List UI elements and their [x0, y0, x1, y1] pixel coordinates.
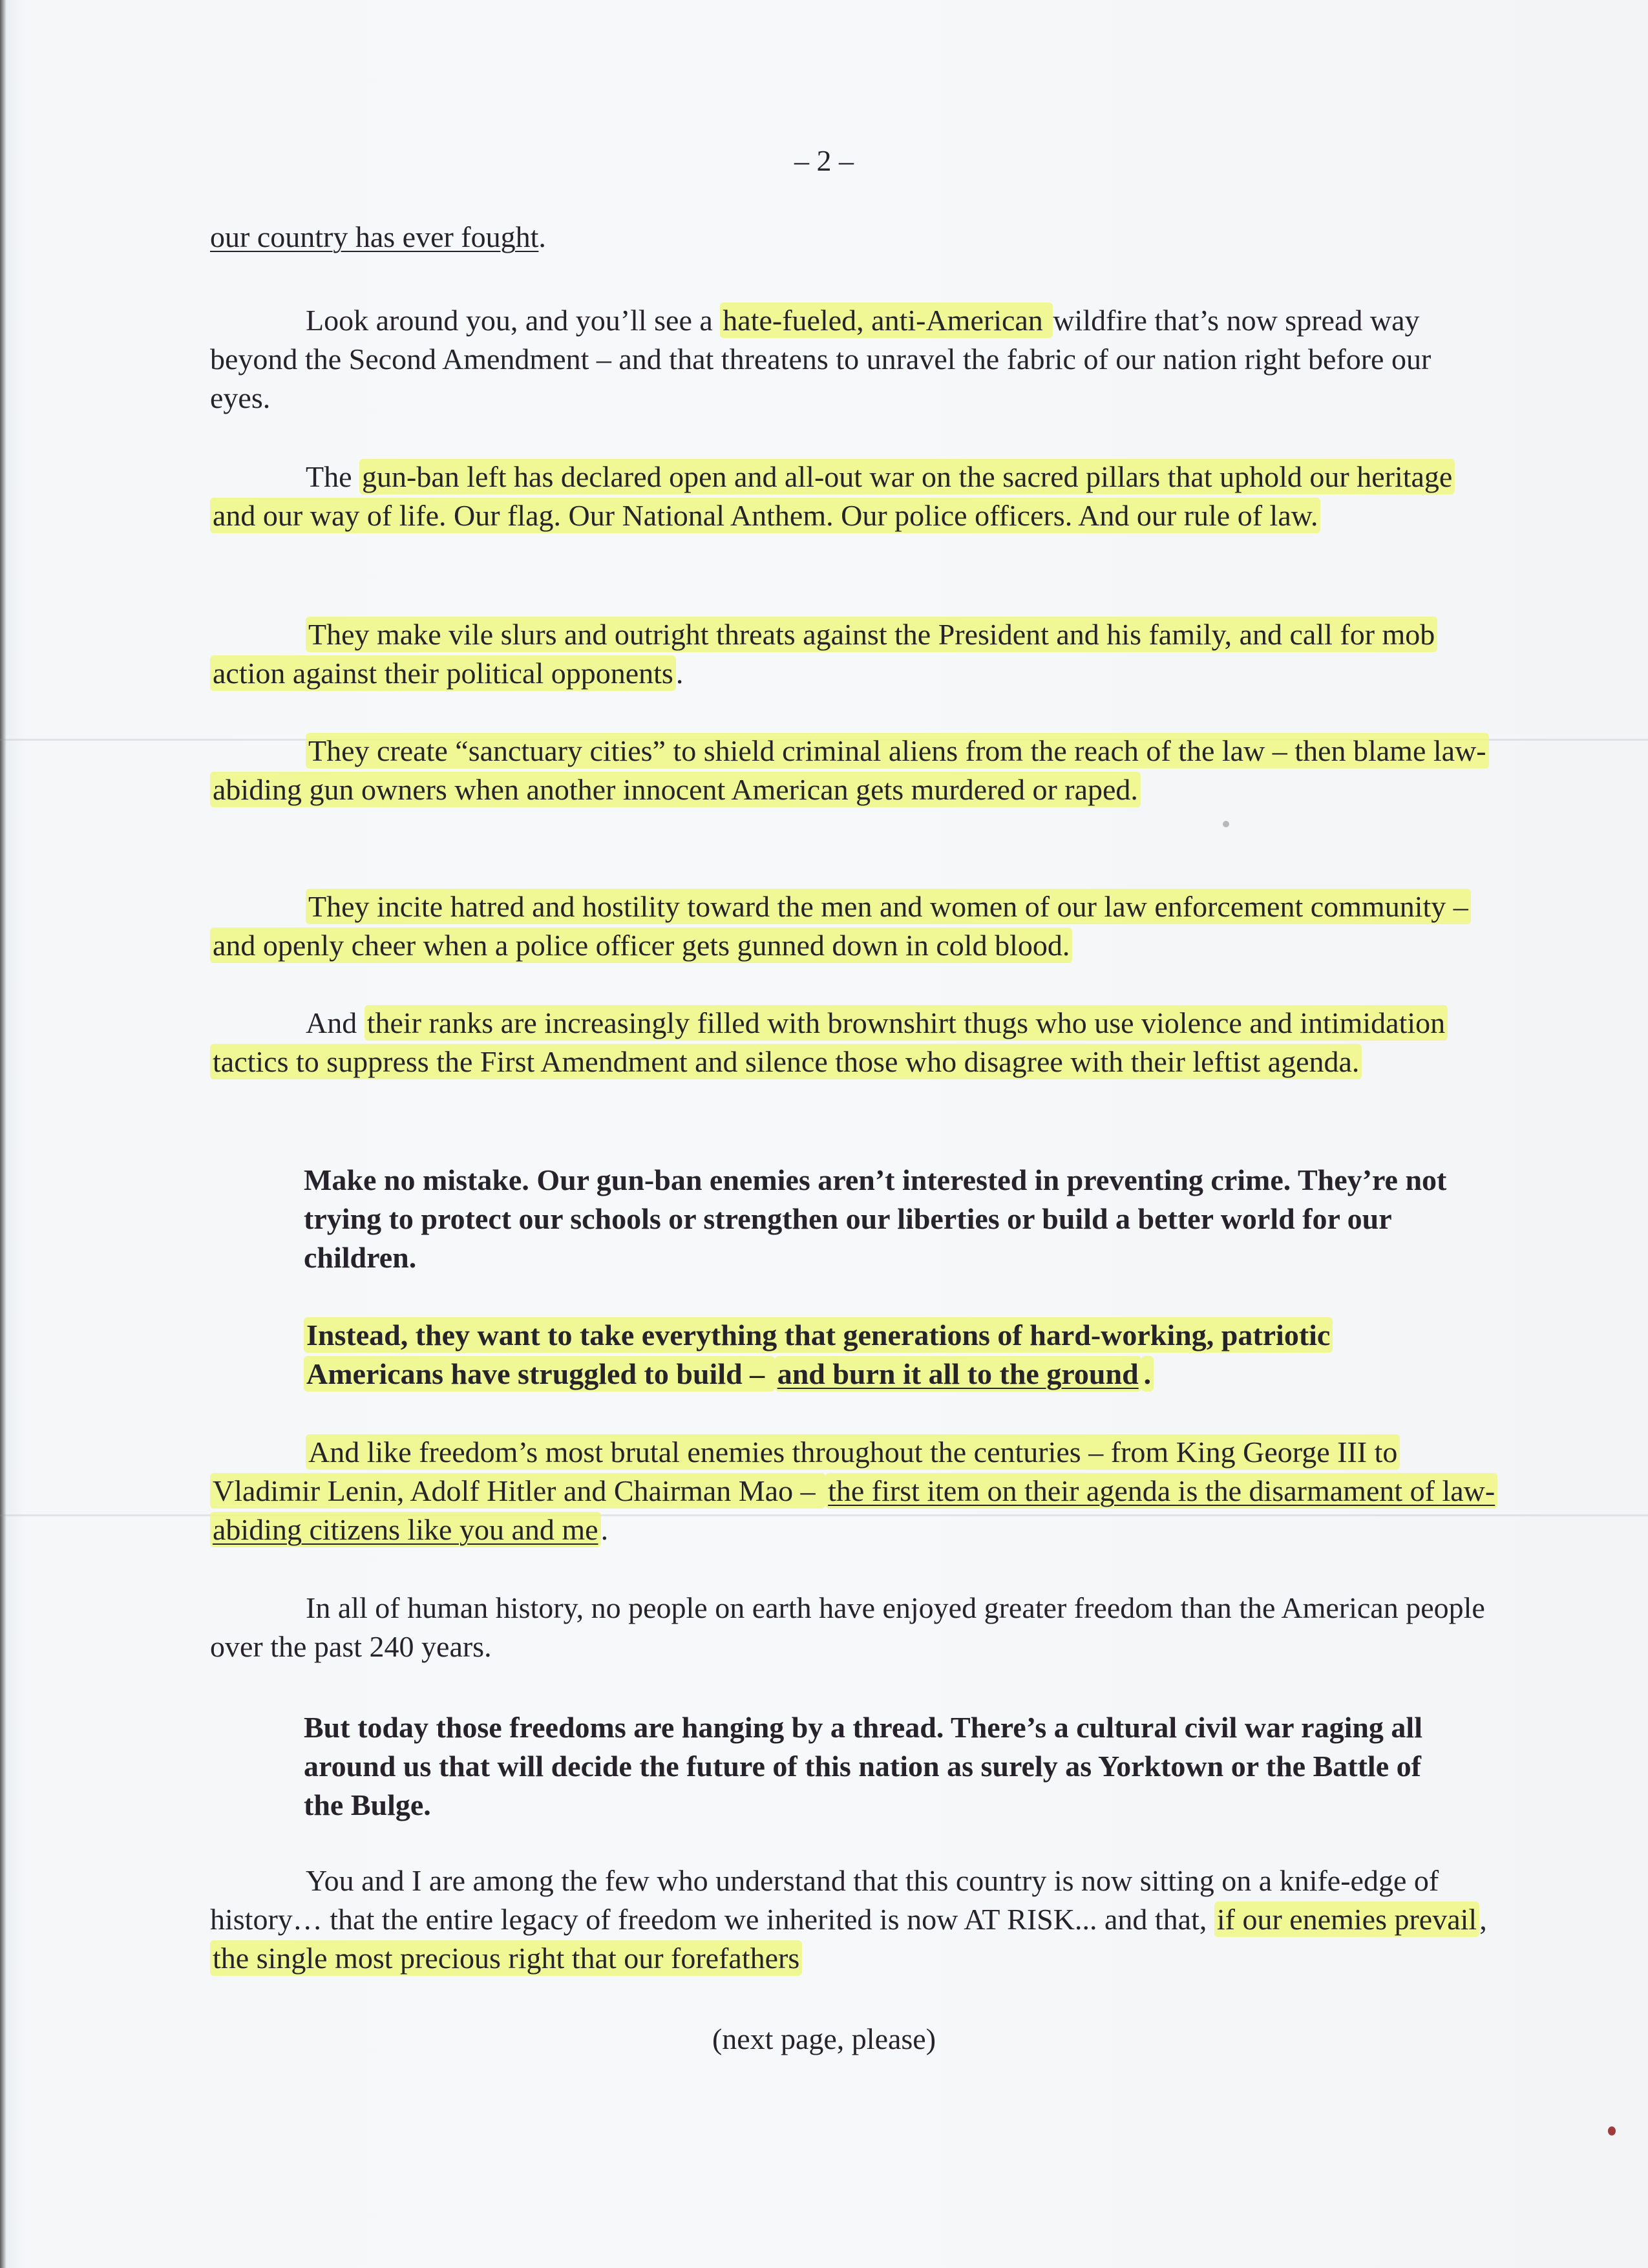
text-run: In all of human history, no people on earth have enjoyed greater freedom than the American people over the past 240 years. — [210, 1591, 1485, 1663]
highlighted-text: . — [1141, 1356, 1154, 1392]
paragraph-6 — [210, 1004, 1496, 1081]
highlighted-underlined-text: the first item on their agenda is the disarmament of law-abiding citizens like you and me — [210, 1473, 1497, 1547]
page-number: – 2 – — [794, 144, 854, 177]
text-run: . — [538, 220, 546, 253]
highlighted-text: hate-fueled, anti-American — [720, 302, 1053, 338]
text-run: , — [1479, 1903, 1487, 1936]
ink-speck — [1223, 821, 1229, 827]
paragraph-1 — [210, 301, 1496, 418]
text-run: But today those freedoms are hanging by a thread. There’s a cultural civil war raging all around us that will decide the future of this nation as surely as Yorktown or the Battle of the Bulge. — [304, 1711, 1422, 1821]
text-run: And — [306, 1006, 364, 1039]
text-run: Look around you, and you’ll see a — [306, 304, 721, 337]
paragraph-5 — [210, 887, 1496, 965]
paragraph-9 — [210, 1433, 1496, 1549]
paragraph-0 — [210, 218, 1496, 257]
paragraph-10 — [210, 1589, 1496, 1666]
highlighted-text: Instead, they want to take everything that generations of hard-working, patriotic Americans have struggled to build – — [304, 1317, 1333, 1392]
highlighted-text: the single most precious right that our forefathers — [210, 1940, 802, 1976]
ink-speck — [1608, 2126, 1616, 2136]
paragraph-3 — [210, 615, 1496, 693]
highlighted-underlined-text: and burn it all to the ground — [775, 1356, 1141, 1392]
paragraph-12 — [210, 1861, 1496, 1978]
highlighted-text: their ranks are increasingly filled with brownshirt thugs who use violence and intimidation tactics to suppress the First Amendment and silence those who disagree with their leftist agenda. — [210, 1005, 1448, 1079]
highlighted-text: They make vile slurs and outright threats against the President and his family, and call for mob action against their political opponents — [210, 617, 1437, 691]
text-run: Make no mistake. Our gun-ban enemies aren’t interested in preventing crime. They’re not trying to protect our schools or strengthen our liberties or build a better world for our children. — [304, 1163, 1447, 1274]
text-run: . — [675, 657, 684, 690]
paragraph-11-bold — [304, 1708, 1467, 1825]
paragraph-8-bold — [304, 1316, 1467, 1394]
highlighted-text: gun-ban left has declared open and all-out war on the sacred pillars that uphold our heritage and our way of life. Our flag. Our National Anthem. Our police officers. And our rule of law. — [210, 459, 1455, 533]
text-run: . — [600, 1513, 609, 1546]
highlighted-text: if our enemies prevail — [1214, 1902, 1479, 1937]
text-run: The — [306, 460, 360, 493]
text-run: wildfire that’s now spread way beyond the Second Amendment – and that threatens to unravel the fabric of our nation right before our eyes. — [210, 304, 1431, 414]
paragraph-7-bold — [304, 1161, 1467, 1277]
text-run: You and I are among the few who understand that this country is now sitting on a knife-edge of history… that the entire legacy of freedom we inherited is now AT RISK... and that, — [210, 1864, 1439, 1936]
paragraph-4 — [210, 732, 1496, 809]
next-page-note: (next page, please) — [712, 2022, 936, 2055]
underlined-text: our country has ever fought — [210, 220, 539, 253]
paragraph-2 — [210, 458, 1496, 535]
highlighted-text: And like freedom’s most brutal enemies throughout the centuries – from King George III to Vladimir Lenin, Adolf Hitler and Chairman Mao – — [210, 1434, 1400, 1509]
highlighted-text: They create “sanctuary cities” to shield criminal aliens from the reach of the law – then blame law-abiding gun owners when another innocent American gets murdered or raped. — [210, 733, 1489, 807]
highlighted-text: They incite hatred and hostility toward the men and women of our law enforcement community – and openly cheer when a police officer gets gunned down in cold blood. — [210, 889, 1471, 963]
